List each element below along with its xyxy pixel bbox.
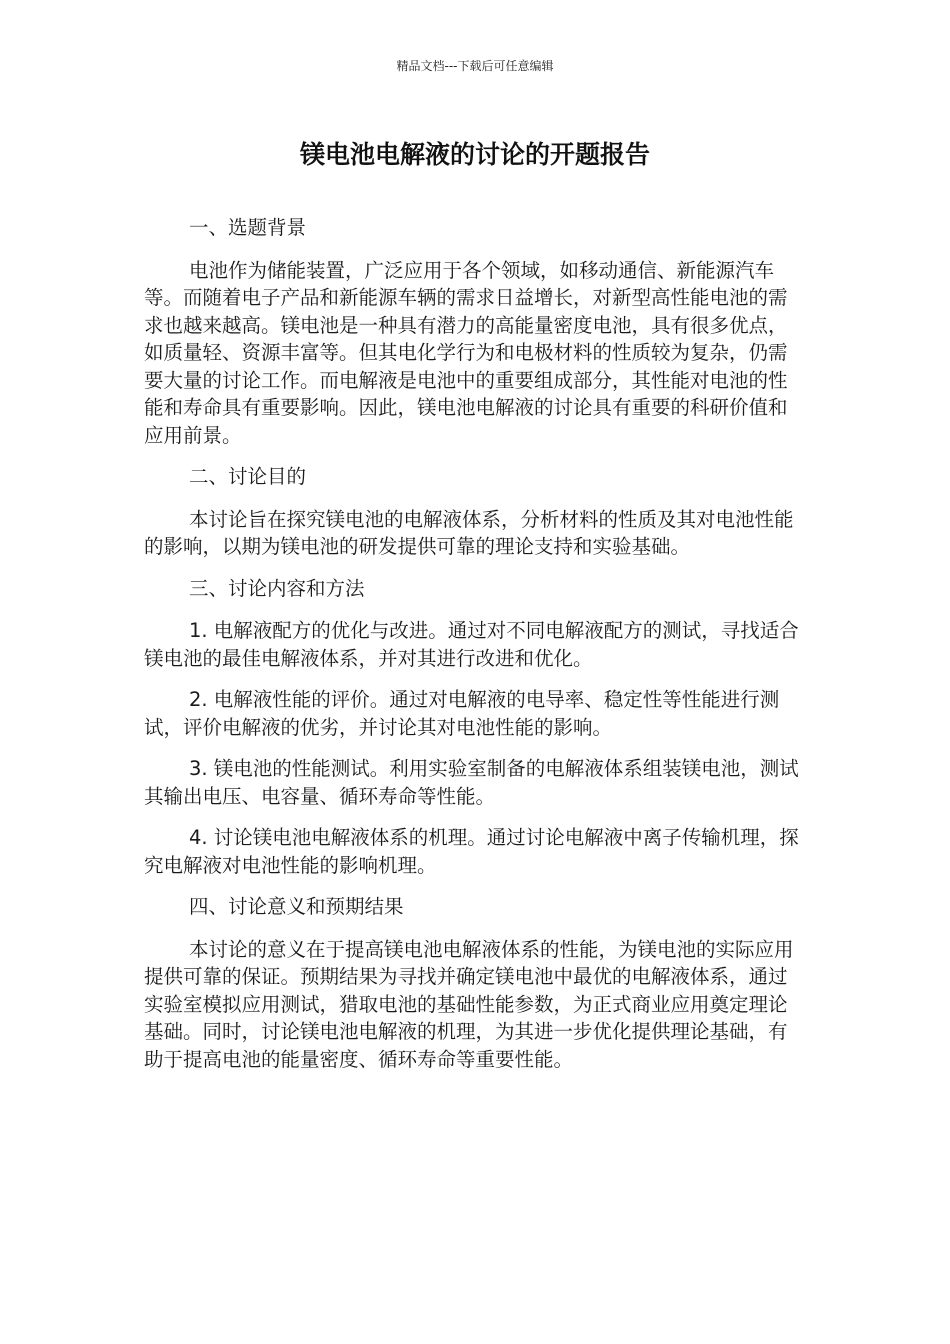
- page-header: 精品文档---下载后可任意编辑: [396, 59, 554, 73]
- document-body: [144, 214, 806, 1087]
- paragraph-purpose: 本讨论旨在探究镁电池的电解液体系，分析材料的性质及其对电池性能的影响，以期为镁电池的研发提供可靠的理论支持和实验基础。: [144, 507, 794, 558]
- section-heading-background: 一、选题背景: [189, 216, 307, 239]
- section-heading-significance: 四、讨论意义和预期结果: [189, 895, 404, 918]
- document-title: 镁电池电解液的讨论的开题报告: [299, 140, 650, 169]
- section-heading-purpose: 二、讨论目的: [189, 465, 307, 488]
- list-item-method-1: 1. 电解液配方的优化与改进。通过对不同电解液配方的测试，寻找适合镁电池的最佳电解液体系，并对其进行改进和优化。: [144, 619, 799, 670]
- paragraph-significance: 本讨论的意义在于提高镁电池电解液体系的性能，为镁电池的实际应用提供可靠的保证。预期结果为寻找并确定镁电池中最优的电解液体系，通过实验室模拟应用测试，猎取电池的基础性能参数，为正式商业应用奠定理论基础。同时，讨论镁电池电解液的机理，为其进一步优化提供理论基础，有助于提高电池的能量密度、循环寿命等重要性能。: [144, 937, 794, 1071]
- list-item-method-2: 2. 电解液性能的评价。通过对电解液的电导率、稳定性等性能进行测试，评价电解液的优劣，并讨论其对电池性能的影响。: [144, 688, 780, 739]
- list-item-method-3: 3. 镁电池的性能测试。利用实验室制备的电解液体系组装镁电池，测试其输出电压、电容量、循环寿命等性能。: [144, 757, 799, 808]
- list-item-method-4: 4. 讨论镁电池电解液体系的机理。通过讨论电解液中离子传输机理，探究电解液对电池性能的影响机理。: [144, 826, 799, 877]
- paragraph-background: 电池作为储能装置，广泛应用于各个领域，如移动通信、新能源汽车等。而随着电子产品和新能源车辆的需求日益增长，对新型高性能电池的需求也越来越高。镁电池是一种具有潜力的高能量密度电池，具有很多优点，如质量轻、资源丰富等。但其电化学行为和电极材料的性质较为复杂，仍需要大量的讨论工作。而电解液是电池中的重要组成部分，其性能对电池的性能和寿命具有重要影响。因此，镁电池电解液的讨论具有重要的科研价值和应用前景。: [144, 258, 788, 447]
- section-heading-content-methods: 三、讨论内容和方法: [189, 576, 365, 600]
